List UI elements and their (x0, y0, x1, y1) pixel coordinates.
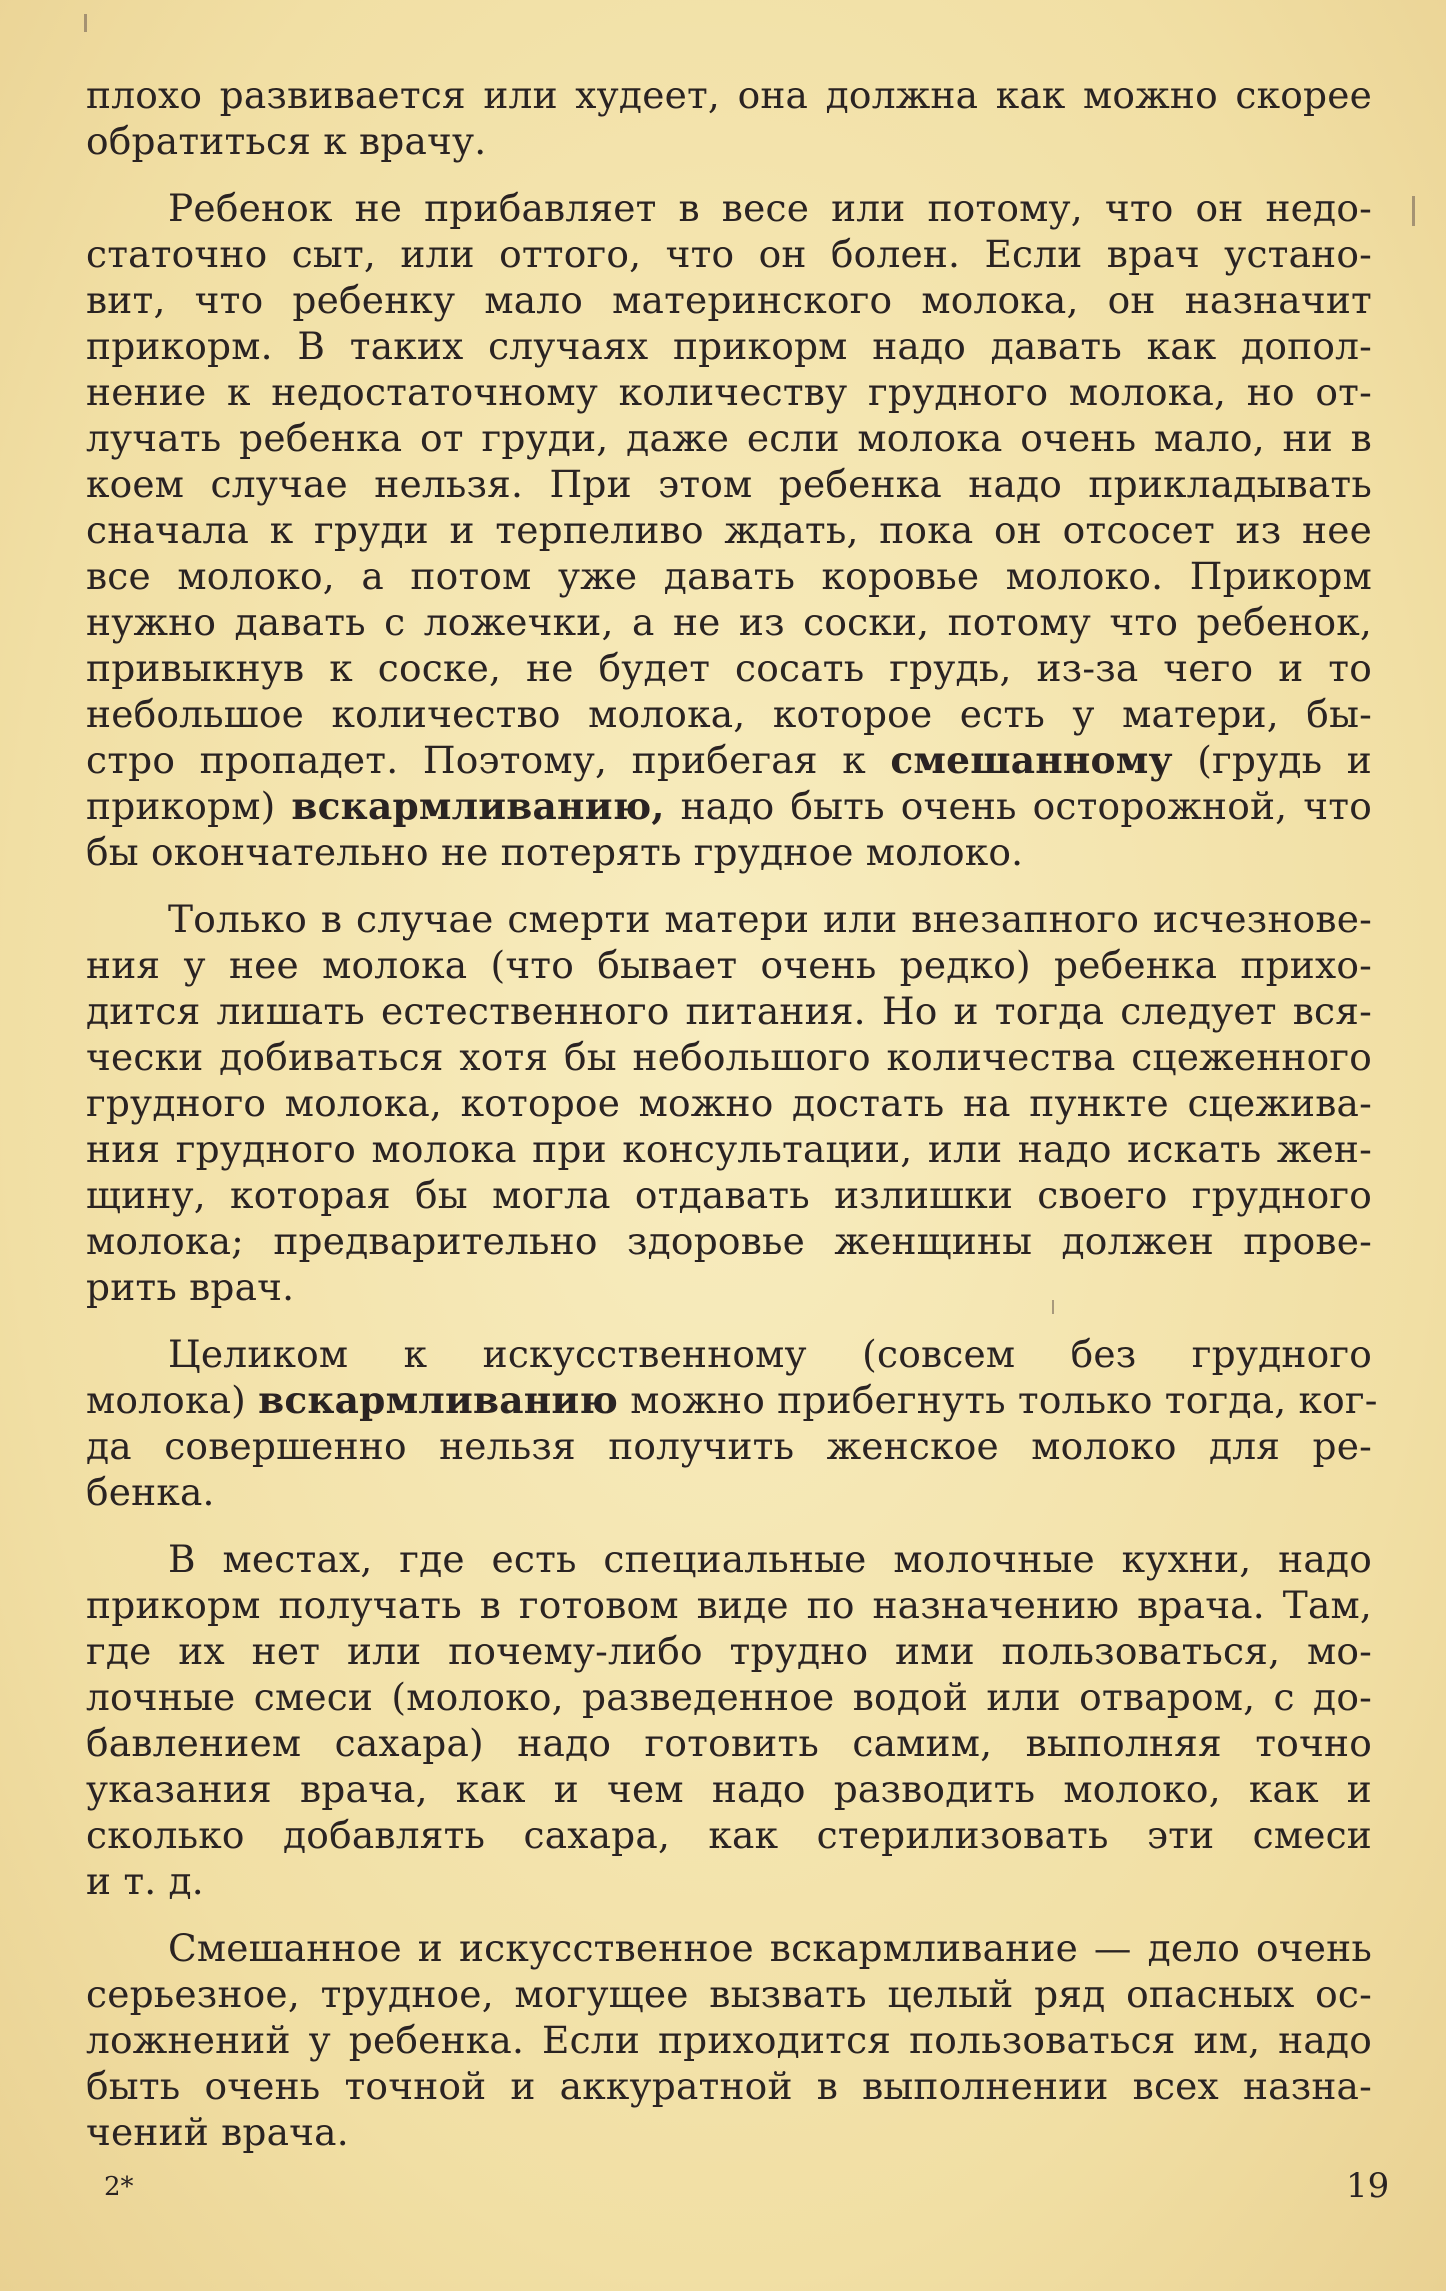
ink-speck (1052, 1300, 1054, 1314)
page-body-text (86, 72, 1378, 2155)
text-line: вит, что ребенку мало материнского молока, он назначит (86, 278, 1372, 322)
text-line: плохо развивается или худеет, она должна как можно скорее (86, 73, 1372, 117)
text-line: ложнений у ребенка. Если приходится пользоваться им, надо (86, 2018, 1372, 2062)
printer-signature-mark: 2* (104, 2172, 134, 2202)
text-line: Целиком к искусственному (совсем без грудного (168, 1332, 1372, 1376)
text-line: прикорм. В таких случаях прикорм надо давать как допол- (86, 324, 1372, 368)
text-line: чески добиваться хотя бы небольшого количества сцеженного (86, 1035, 1372, 1079)
text-line: Смешанное и искусственное вскармливание — дело очень (168, 1926, 1372, 1970)
text-line: бенка. (86, 1470, 215, 1514)
text-line: прикорм получать в готовом виде по назначению врача. Там, (86, 1583, 1372, 1627)
text-line: нужно давать с ложечки, а не из соски, потому что ребенок, (86, 600, 1372, 644)
ink-speck (1412, 196, 1415, 226)
text-line: Только в случае смерти матери или внезапного исчезнове- (168, 897, 1372, 941)
paragraph (86, 1536, 1372, 1904)
text-line: привыкнув к соске, не будет сосать грудь, из-за чего и то (86, 646, 1372, 690)
page-footer (0, 2166, 1446, 2212)
text-line: сначала к груди и терпеливо ждать, пока он отсосет из нее (86, 508, 1372, 552)
text-line: стро пропадет. Поэтому, прибегая к смешанному (грудь и (86, 738, 1372, 782)
text-line: статочно сыт, или оттого, что он болен. Если врач устано- (86, 232, 1372, 276)
text-line: щину, которая бы могла отдавать излишки своего грудного (86, 1173, 1372, 1217)
text-line: и т. д. (86, 1859, 204, 1903)
text-line: грудного молока, которое можно достать на пункте сцежива- (86, 1081, 1372, 1125)
text-line: обратиться к врачу. (86, 119, 487, 163)
text-line: где их нет или почему-либо трудно ими пользоваться, мо- (86, 1629, 1372, 1673)
text-line: молока) вскармливанию можно прибегнуть только тогда, ког- (86, 1378, 1378, 1422)
paragraph (86, 896, 1372, 1310)
paragraph (86, 1331, 1378, 1515)
paragraph (86, 72, 1372, 164)
text-line: бавлением сахара) надо готовить самим, выполняя точно (86, 1721, 1372, 1765)
paragraph (86, 1925, 1372, 2155)
text-line: нение к недостаточному количеству грудного молока, но от- (86, 370, 1372, 414)
text-line: да совершенно нельзя получить женское молоко для ре- (86, 1424, 1372, 1468)
text-line: ния грудного молока при консультации, или надо искать жен- (86, 1127, 1372, 1171)
text-line: все молоко, а потом уже давать коровье молоко. Прикорм (86, 554, 1372, 598)
text-line: молока; предварительно здоровье женщины должен прове- (86, 1219, 1372, 1263)
text-line: коем случае нельзя. При этом ребенка надо прикладывать (86, 462, 1372, 506)
text-line: Ребенок не прибавляет в весе или потому, что он недо- (168, 186, 1372, 230)
text-line: быть очень точной и аккуратной в выполнении всех назна- (86, 2064, 1372, 2108)
text-line: рить врач. (86, 1265, 295, 1309)
text-line: бы окончательно не потерять грудное молоко. (86, 830, 1024, 874)
text-line: небольшое количество молока, которое есть у матери, бы- (86, 692, 1372, 736)
paragraph (86, 185, 1372, 875)
text-line: чений врача. (86, 2110, 349, 2154)
ink-speck (84, 14, 87, 32)
text-line: серьезное, трудное, могущее вызвать целый ряд опасных ос- (86, 1972, 1372, 2016)
text-line: прикорм) вскармливанию, надо быть очень осторожной, что (86, 784, 1372, 828)
text-line: лочные смеси (молоко, разведенное водой или отваром, с до- (86, 1675, 1372, 1719)
text-line: указания врача, как и чем надо разводить молоко, как и (86, 1767, 1372, 1811)
text-line: В местах, где есть специальные молочные кухни, надо (168, 1537, 1372, 1581)
text-line: ния у нее молока (что бывает очень редко) ребенка прихо- (86, 943, 1372, 987)
text-line: дится лишать естественного питания. Но и тогда следует вся- (86, 989, 1372, 1033)
text-line: лучать ребенка от груди, даже если молока очень мало, ни в (86, 416, 1372, 460)
text-line: сколько добавлять сахара, как стерилизовать эти смеси (86, 1813, 1372, 1857)
page-number: 19 (1346, 2166, 1390, 2206)
